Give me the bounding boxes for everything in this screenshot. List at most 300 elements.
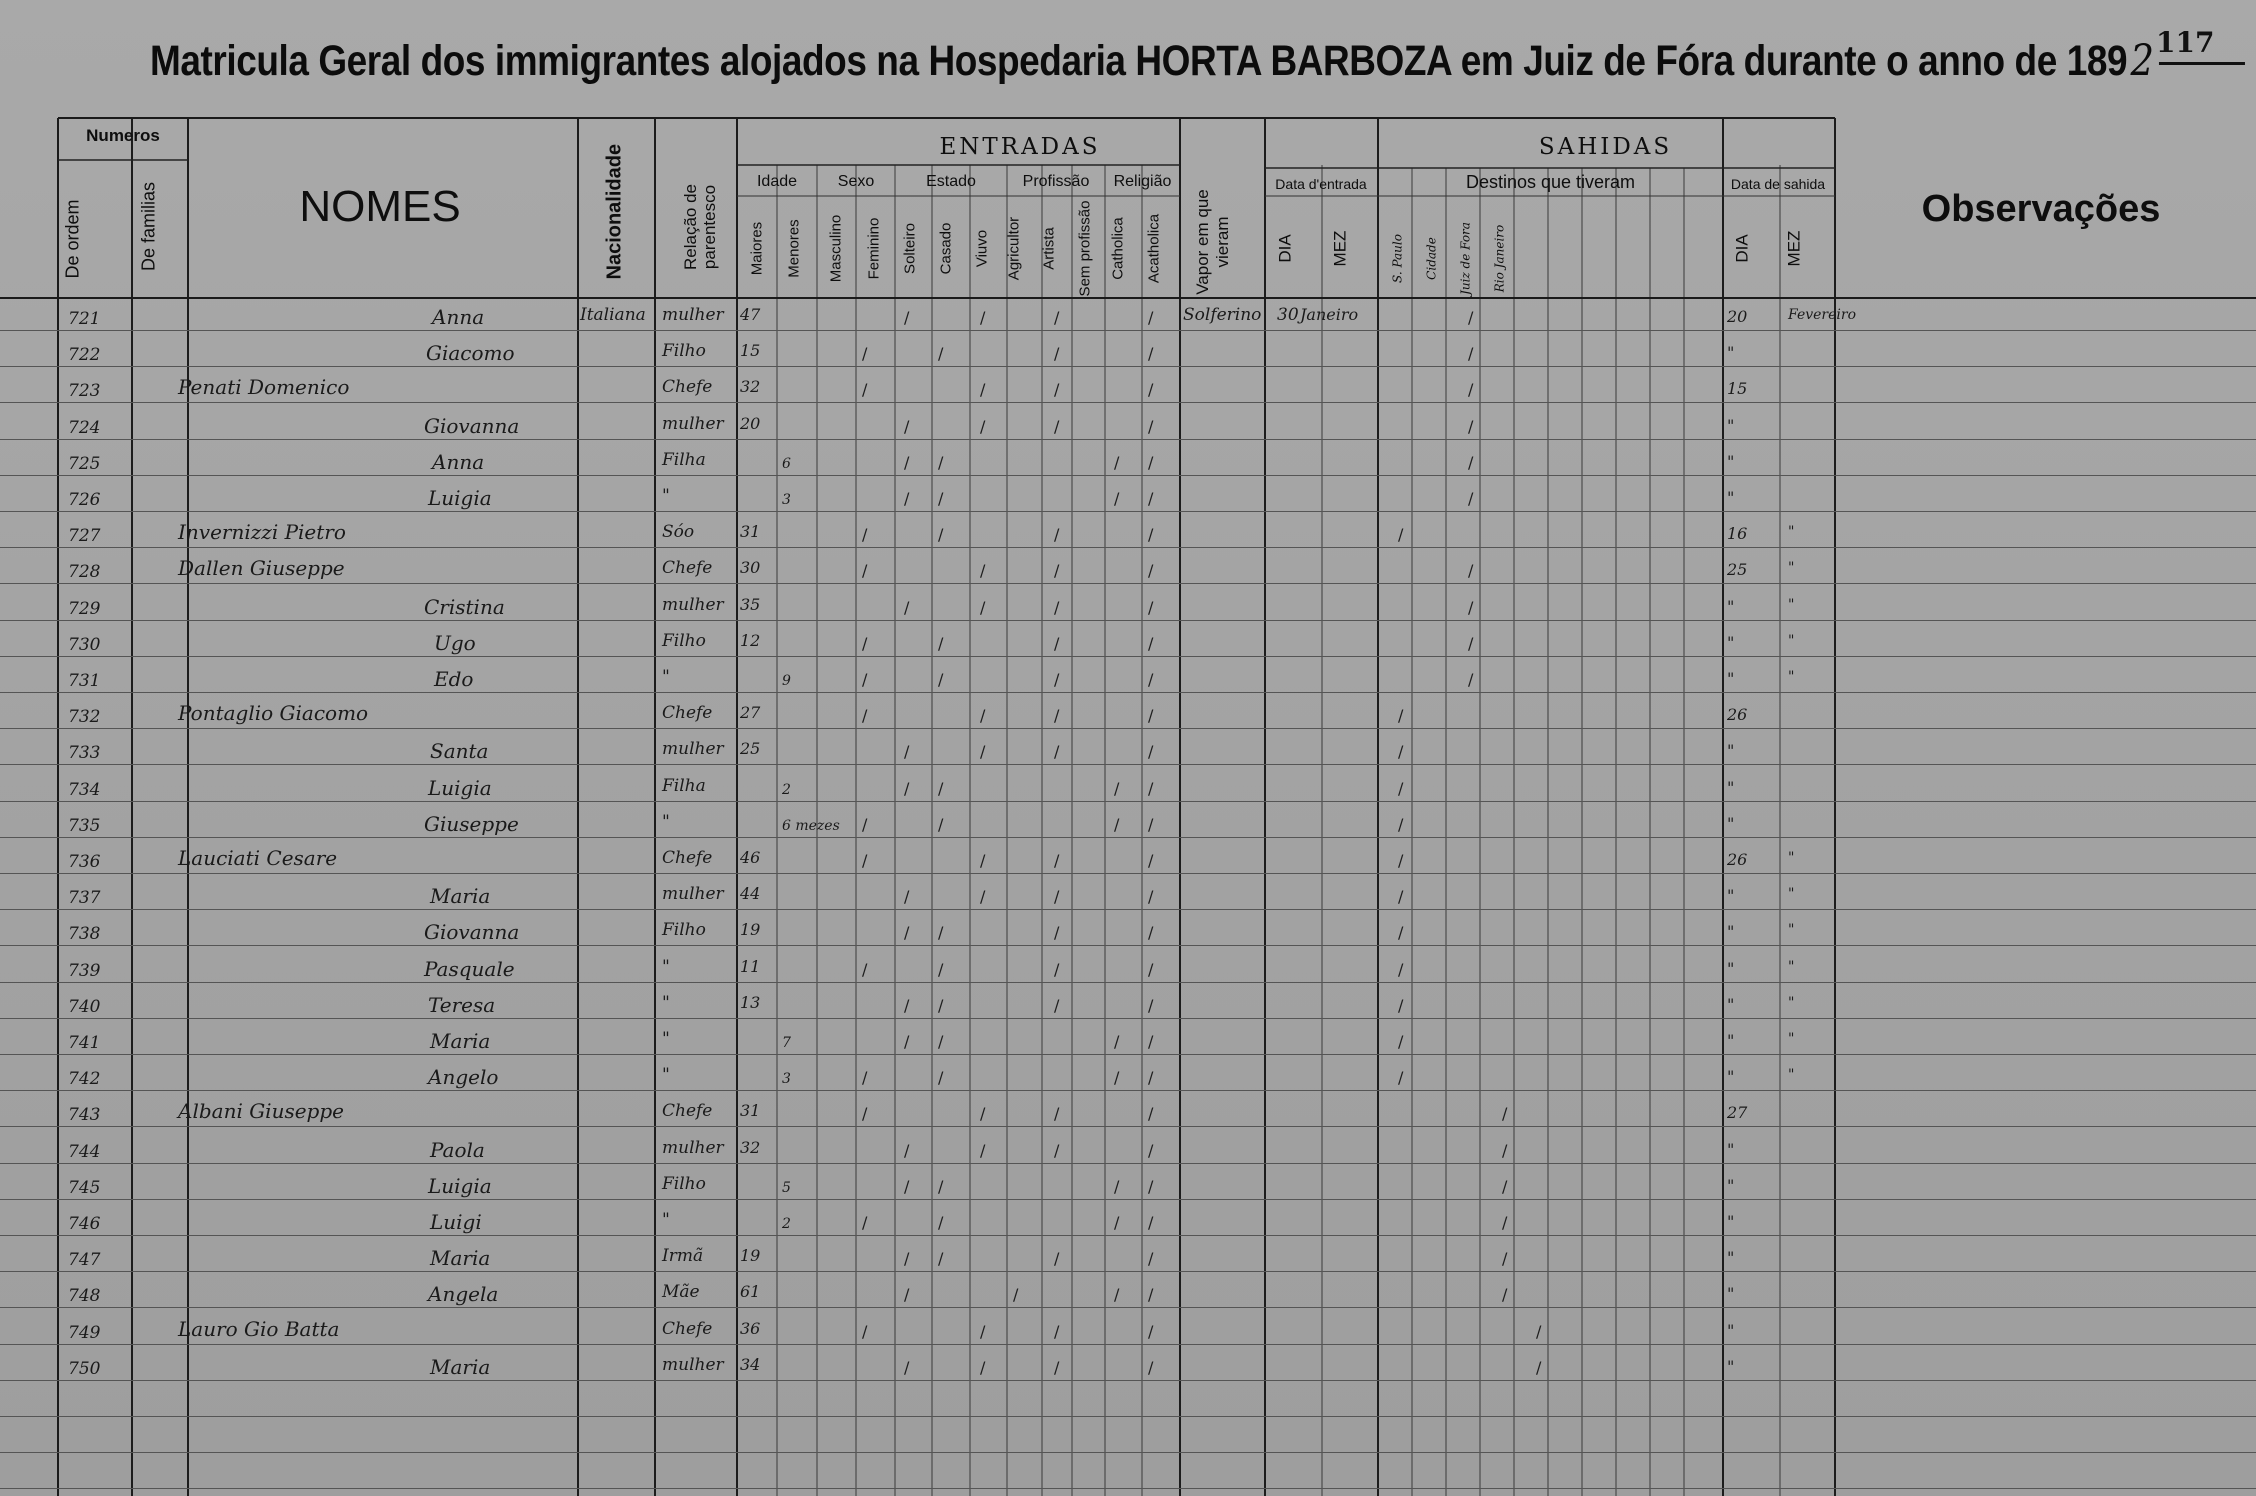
row-mez-sahida: " [1788, 959, 1795, 975]
row-ordem: 735 [68, 816, 101, 836]
tally-mark: / [904, 1177, 910, 1196]
row-dia-sahida: " [1727, 597, 1735, 616]
row-maiores: 44 [740, 884, 761, 903]
row-maiores: 61 [740, 1282, 761, 1301]
row-name: Maria [430, 1246, 491, 1270]
row-dia-sahida: " [1727, 1321, 1735, 1340]
row-relacao: mulher [662, 1355, 724, 1375]
tally-mark: / [904, 598, 910, 617]
tally-mark: / [1148, 1322, 1154, 1341]
dia-entrada-header: DIA [1275, 234, 1295, 263]
tally-mark: / [862, 670, 868, 689]
row-mez-sahida: " [1788, 633, 1795, 649]
row-relacao: " [662, 812, 670, 832]
tally-mark: / [862, 1068, 868, 1087]
row-menores: 3 [782, 492, 791, 508]
page-number: 117 [2156, 26, 2215, 59]
row-name: Cristina [424, 595, 505, 619]
row-mez-sahida: Fevereiro [1788, 307, 1857, 323]
tally-mark: / [1054, 851, 1060, 870]
row-relacao: Chefe [662, 558, 713, 578]
destino-mark: / [1468, 670, 1474, 689]
row-dia-sahida: " [1727, 1176, 1735, 1195]
sexo-header: Sexo [837, 173, 875, 190]
tally-mark: / [980, 851, 986, 870]
destino-mark: / [1468, 344, 1474, 363]
tally-mark: / [1054, 960, 1060, 979]
row-name: Anna [432, 450, 485, 474]
tally-mark: / [1148, 1177, 1154, 1196]
agricultor-header: Agricultor [1005, 216, 1023, 281]
tally-mark: / [904, 1249, 910, 1268]
destino-mark: / [1398, 996, 1404, 1015]
tally-mark: / [1148, 1068, 1154, 1087]
row-dia-sahida: " [1727, 922, 1735, 941]
tally-mark: / [904, 453, 910, 472]
tally-mark: / [1148, 561, 1154, 580]
tally-mark: / [862, 561, 868, 580]
destino-mark: / [1468, 453, 1474, 472]
tally-mark: / [904, 1141, 910, 1160]
tally-mark: / [1148, 960, 1154, 979]
row-mez-sahida: " [1788, 1067, 1795, 1083]
tally-mark: / [980, 742, 986, 761]
tally-mark: / [1148, 525, 1154, 544]
row-name-family-head: Albani Giuseppe [178, 1099, 344, 1123]
row-relacao: " [662, 1029, 670, 1049]
tally-mark: / [862, 1213, 868, 1232]
row-vapor: Solferino [1183, 305, 1262, 325]
row-relacao: mulher [662, 1138, 724, 1158]
tally-mark: / [1054, 1322, 1060, 1341]
artista-header: Artista [1040, 227, 1058, 270]
row-nacionalidade: Italiana [580, 305, 646, 325]
row-dia-sahida: " [1727, 741, 1735, 760]
row-maiores: 12 [740, 631, 761, 650]
row-menores: 6 mezes [782, 818, 840, 834]
tally-mark: / [938, 996, 944, 1015]
tally-mark: / [904, 742, 910, 761]
tally-mark: / [1114, 1177, 1120, 1196]
tally-mark: / [1114, 1068, 1120, 1087]
destino-mark: / [1468, 417, 1474, 436]
row-relacao: Sóo [662, 522, 695, 542]
destino-mark: / [1502, 1213, 1508, 1232]
destino-mark: / [1468, 489, 1474, 508]
row-ordem: 725 [68, 454, 101, 474]
tally-mark: / [1054, 634, 1060, 653]
viuvo-header: Viuvo [973, 229, 991, 268]
tally-mark: / [1054, 742, 1060, 761]
row-name: Giacomo [426, 341, 515, 365]
tally-mark: / [938, 1177, 944, 1196]
row-name: Giuseppe [424, 812, 519, 836]
row-name-family-head: Invernizzi Pietro [178, 520, 346, 544]
row-relacao: " [662, 667, 670, 687]
row-dia-sahida: 26 [1727, 705, 1748, 724]
tally-mark: / [1148, 923, 1154, 942]
row-ordem: 723 [68, 381, 101, 401]
tally-mark: / [1148, 380, 1154, 399]
row-mez-sahida: " [1788, 597, 1795, 613]
row-ordem: 732 [68, 707, 101, 727]
destino-mark: / [1502, 1249, 1508, 1268]
row-dia-sahida: 16 [1727, 524, 1748, 543]
tally-mark: / [938, 670, 944, 689]
row-dia-sahida: " [1727, 1067, 1735, 1086]
row-ordem: 728 [68, 562, 101, 582]
tally-mark: / [904, 489, 910, 508]
row-ordem: 742 [68, 1069, 101, 1089]
tally-mark: / [862, 815, 868, 834]
tally-mark: / [1054, 1141, 1060, 1160]
destino-mark: / [1398, 1068, 1404, 1087]
catholica-header: Catholica [1109, 217, 1127, 280]
row-mez-sahida: " [1788, 560, 1795, 576]
tally-mark: / [862, 960, 868, 979]
destino-mark: / [1398, 815, 1404, 834]
tally-mark: / [1148, 308, 1154, 327]
row-mez-sahida: " [1788, 524, 1795, 540]
row-ordem: 746 [68, 1214, 101, 1234]
row-menores: 9 [782, 673, 791, 689]
row-menores: 7 [782, 1035, 791, 1051]
dia-sahida-header: DIA [1732, 234, 1752, 263]
destino-mark: / [1468, 561, 1474, 580]
tally-mark: / [862, 380, 868, 399]
row-maiores: 30 [740, 558, 761, 577]
tally-mark: / [980, 1104, 986, 1123]
religiao-header: Religião [1113, 173, 1172, 190]
profissao-header: Profissão [1022, 173, 1090, 190]
tally-mark: / [1054, 598, 1060, 617]
destino-mark: / [1502, 1141, 1508, 1160]
row-dia-sahida: 15 [1727, 379, 1748, 398]
tally-mark: / [1148, 706, 1154, 725]
row-relacao: mulher [662, 595, 724, 615]
row-dia-sahida: " [1727, 343, 1735, 362]
row-maiores: 19 [740, 1246, 761, 1265]
tally-mark: / [1148, 1285, 1154, 1304]
tally-mark: / [1054, 344, 1060, 363]
row-menores: 6 [782, 456, 791, 472]
destino-mark: / [1468, 598, 1474, 617]
destino-mark: / [1398, 887, 1404, 906]
row-name-family-head: Pontaglio Giacomo [178, 701, 369, 725]
row-name: Paola [430, 1138, 485, 1162]
row-mez-sahida: " [1788, 886, 1795, 902]
row-dia-sahida: " [1727, 886, 1735, 905]
tally-mark: / [1148, 598, 1154, 617]
row-dia-sahida: " [1727, 1212, 1735, 1231]
tally-mark: / [938, 344, 944, 363]
row-dia-sahida: " [1727, 959, 1735, 978]
row-dia-sahida: " [1727, 814, 1735, 833]
row-mez-sahida: " [1788, 995, 1795, 1011]
row-relacao: " [662, 1065, 670, 1085]
row-ordem: 729 [68, 599, 101, 619]
row-ordem: 741 [68, 1033, 101, 1053]
row-relacao: Chefe [662, 1319, 713, 1339]
destino-mark: / [1398, 706, 1404, 725]
tally-mark: / [1148, 779, 1154, 798]
row-dia-sahida: " [1727, 633, 1735, 652]
row-name: Edo [434, 667, 474, 691]
tally-mark: / [904, 779, 910, 798]
tally-mark: / [904, 1285, 910, 1304]
tally-mark: / [938, 453, 944, 472]
row-menores: 5 [782, 1180, 791, 1196]
row-relacao: Mãe [662, 1282, 700, 1302]
tally-mark: / [862, 1322, 868, 1341]
destino-mark: / [1502, 1177, 1508, 1196]
page-title: Matricula Geral dos immigrantes alojados na Hospedaria HORTA BARBOZA em Juiz de Fóra durante o anno de 1892 [150, 36, 1870, 86]
row-relacao: mulher [662, 739, 724, 759]
row-name: Teresa [428, 993, 496, 1017]
tally-mark: / [1148, 887, 1154, 906]
row-ordem: 734 [68, 780, 101, 800]
tally-mark: / [1054, 1104, 1060, 1123]
tally-mark: / [980, 706, 986, 725]
tally-mark: / [1054, 380, 1060, 399]
menores-header: Menores [785, 219, 803, 278]
de-ordem-header: De ordem [62, 199, 83, 279]
tally-mark: / [1114, 453, 1120, 472]
row-relacao: Filho [662, 631, 706, 651]
row-name: Luigia [428, 486, 492, 510]
row-name-family-head: Dallen Giuseppe [178, 556, 345, 580]
row-relacao: mulher [662, 414, 724, 434]
row-maiores: 11 [740, 957, 761, 976]
row-maiores: 13 [740, 993, 761, 1012]
row-ordem: 726 [68, 490, 101, 510]
row-maiores: 36 [740, 1319, 761, 1338]
row-name: Giovanna [424, 414, 520, 438]
row-relacao: Filha [662, 450, 706, 470]
row-mez-sahida: " [1788, 1031, 1795, 1047]
tally-mark: / [1054, 670, 1060, 689]
idade-header: Idade [756, 173, 798, 190]
row-maiores: 32 [740, 377, 761, 396]
row-ordem: 730 [68, 635, 101, 655]
tally-mark: / [980, 417, 986, 436]
row-maiores: 19 [740, 920, 761, 939]
row-ordem: 721 [68, 309, 101, 329]
row-maiores: 31 [740, 1101, 761, 1120]
row-ordem: 748 [68, 1286, 101, 1306]
tally-mark: / [938, 525, 944, 544]
row-relacao: mulher [662, 305, 724, 325]
vapor-header: Vapor em que vieram [1193, 189, 1232, 295]
tally-mark: / [938, 815, 944, 834]
destino-mark: / [1398, 923, 1404, 942]
row-ordem: 745 [68, 1178, 101, 1198]
tally-mark: / [1054, 308, 1060, 327]
row-ordem: 749 [68, 1323, 101, 1343]
row-maiores: 25 [740, 739, 761, 758]
row-dia-sahida: " [1727, 488, 1735, 507]
row-dia-sahida: " [1727, 669, 1735, 688]
row-ordem: 727 [68, 526, 101, 546]
row-relacao: Filho [662, 1174, 706, 1194]
tally-mark: / [938, 634, 944, 653]
destino-mark: / [1468, 380, 1474, 399]
tally-mark: / [1054, 1249, 1060, 1268]
row-maiores: 47 [740, 305, 761, 324]
feminino-header: Feminino [865, 217, 883, 280]
sahidas-header: SAHIDAS [1538, 134, 1673, 160]
row-name-family-head: Lauciati Cesare [178, 846, 338, 870]
row-name: Ugo [434, 631, 476, 655]
tally-mark: / [862, 706, 868, 725]
tally-mark: / [862, 1104, 868, 1123]
row-relacao: Filho [662, 920, 706, 940]
row-name: Maria [430, 1029, 491, 1053]
tally-mark: / [1148, 1213, 1154, 1232]
tally-mark: / [862, 634, 868, 653]
row-ordem: 743 [68, 1105, 101, 1125]
row-ordem: 740 [68, 997, 101, 1017]
tally-mark: / [904, 1358, 910, 1377]
relacao-header: Relação de parentesco [681, 184, 719, 271]
row-relacao: Filha [662, 776, 706, 796]
row-relacao: " [662, 486, 670, 506]
row-name: Angelo [428, 1065, 499, 1089]
row-maiores: 32 [740, 1138, 761, 1157]
tally-mark: / [980, 887, 986, 906]
tally-mark: / [862, 851, 868, 870]
tally-mark: / [938, 1068, 944, 1087]
row-dia-sahida: 25 [1727, 560, 1748, 579]
tally-mark: / [1054, 417, 1060, 436]
row-name: Santa [430, 739, 489, 763]
row-relacao: Chefe [662, 848, 713, 868]
row-ordem: 738 [68, 924, 101, 944]
tally-mark: / [1148, 1032, 1154, 1051]
de-familias-header: De familias [138, 181, 159, 272]
row-name: Angela [428, 1282, 499, 1306]
mez-sahida-header: MEZ [1784, 230, 1804, 267]
row-dia-sahida: " [1727, 452, 1735, 471]
tally-mark: / [1148, 1249, 1154, 1268]
row-dia-sahida: 27 [1727, 1103, 1748, 1122]
row-name-family-head: Lauro Gio Batta [178, 1317, 340, 1341]
row-menores: 2 [782, 1216, 791, 1232]
tally-mark: / [1114, 489, 1120, 508]
tally-mark: / [980, 1358, 986, 1377]
tally-mark: / [904, 417, 910, 436]
tally-mark: / [1148, 1358, 1154, 1377]
tally-mark: / [1054, 706, 1060, 725]
tally-mark: / [1054, 525, 1060, 544]
nomes-header: NOMES [299, 182, 461, 231]
acatholica-header: Acatholica [1145, 213, 1163, 284]
maiores-header: Maiores [748, 221, 766, 276]
destino-col-1-header: S. Paulo [1390, 234, 1405, 283]
tally-mark: / [1114, 1285, 1120, 1304]
tally-mark: / [980, 598, 986, 617]
destino-mark: / [1398, 525, 1404, 544]
tally-mark: / [1148, 417, 1154, 436]
row-mez-sahida: " [1788, 850, 1795, 866]
tally-mark: / [980, 1322, 986, 1341]
tally-mark: / [1054, 923, 1060, 942]
row-name: Maria [430, 884, 491, 908]
destino-mark: / [1398, 960, 1404, 979]
row-ordem: 733 [68, 743, 101, 763]
tally-mark: / [1114, 815, 1120, 834]
tally-mark: / [938, 1032, 944, 1051]
row-ordem: 750 [68, 1359, 101, 1379]
tally-mark: / [862, 344, 868, 363]
destino-mark: / [1502, 1285, 1508, 1304]
row-ordem: 736 [68, 852, 101, 872]
handwritten-year: 2 [2130, 36, 2154, 86]
destino-col-4-header: Rio Janeiro [1492, 224, 1507, 293]
tally-mark: / [904, 996, 910, 1015]
destino-mark: / [1468, 634, 1474, 653]
tally-mark: / [1148, 742, 1154, 761]
row-relacao: " [662, 957, 670, 977]
tally-mark: / [980, 1141, 986, 1160]
row-name: Luigia [428, 1174, 492, 1198]
tally-mark: / [938, 923, 944, 942]
tally-mark: / [1054, 561, 1060, 580]
row-maiores: 20 [740, 414, 761, 433]
mez-entrada-header: MEZ [1330, 230, 1350, 267]
row-dia-sahida: " [1727, 1248, 1735, 1267]
masculino-header: Masculino [827, 214, 845, 283]
destino-mark: / [1502, 1104, 1508, 1123]
destino-col-3-header: Juiz de Fora [1458, 222, 1473, 295]
destino-mark: / [1536, 1322, 1542, 1341]
tally-mark: / [1148, 670, 1154, 689]
tally-mark: / [980, 308, 986, 327]
tally-mark: / [1148, 1104, 1154, 1123]
row-maiores: 31 [740, 522, 761, 541]
row-mez-sahida: " [1788, 922, 1795, 938]
tally-mark: / [904, 308, 910, 327]
row-dia-sahida: " [1727, 778, 1735, 797]
tally-mark: / [1148, 634, 1154, 653]
row-ordem: 722 [68, 345, 101, 365]
data-sahida-header: Data de sahida [1730, 176, 1826, 192]
tally-mark: / [938, 489, 944, 508]
casado-header: Casado [937, 222, 955, 275]
destino-mark: / [1398, 1032, 1404, 1051]
row-ordem: 731 [68, 671, 101, 691]
row-name: Luigia [428, 776, 492, 800]
tally-mark: / [1114, 779, 1120, 798]
tally-mark: / [938, 779, 944, 798]
row-dia-sahida: 26 [1727, 850, 1748, 869]
row-relacao: Chefe [662, 1101, 713, 1121]
tally-mark: / [1148, 1141, 1154, 1160]
tally-mark: / [980, 380, 986, 399]
tally-mark: / [1114, 1213, 1120, 1232]
observacoes-header: Observações [1921, 188, 2161, 230]
row-name: Giovanna [424, 920, 520, 944]
destino-mark: / [1536, 1358, 1542, 1377]
tally-mark: / [862, 525, 868, 544]
tally-mark: / [938, 1213, 944, 1232]
row-maiores: 27 [740, 703, 761, 722]
entradas-header: ENTRADAS [939, 134, 1101, 160]
row-relacao: Irmã [662, 1246, 704, 1266]
destino-mark: / [1398, 742, 1404, 761]
row-dia-sahida: " [1727, 1284, 1735, 1303]
row-dia-sahida: " [1727, 995, 1735, 1014]
